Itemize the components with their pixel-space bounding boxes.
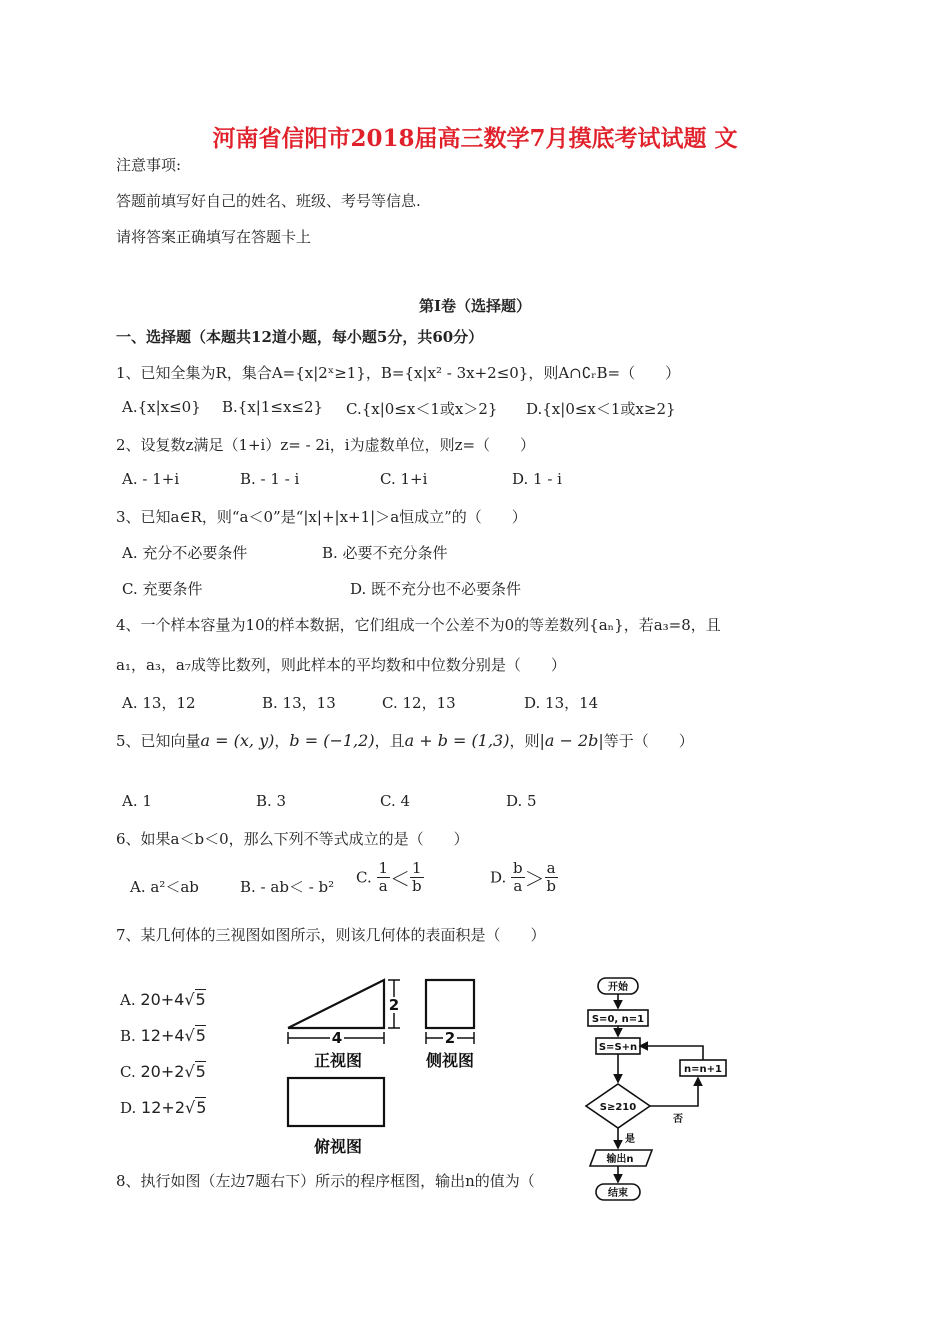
q5-option-a: A. 1 [122, 792, 152, 810]
top-view-shape [288, 1078, 384, 1126]
q7-a-label: A. [120, 991, 136, 1009]
q6-stem: 6、如果a＜b＜0，那么下列不等式成立的是（ ） [116, 830, 469, 848]
q1-option-b: B.{x|1≤x≤2} [222, 398, 324, 416]
q6-c-operator: ＜ [390, 867, 411, 891]
q7-d-prefix: 12+2 [141, 1098, 185, 1117]
condition-text: S≥210 [599, 1102, 637, 1113]
side-view-label: 侧视图 [425, 1051, 475, 1070]
q2-option-b: B. - 1 - i [240, 470, 300, 488]
q5-option-c: C. 4 [380, 792, 411, 810]
denominator: b [412, 877, 422, 895]
flowchart-figure [582, 972, 732, 1210]
q1-stem: 1、已知全集为R，集合A={x|2ˣ≥1}，B={x|x² - 3x+2≤0}，则A∩∁ᵣB=（ ） [116, 364, 681, 382]
denominator: b [546, 877, 556, 895]
q7-option-c [120, 1062, 206, 1081]
q3-option-a: A. 充分不必要条件 [122, 544, 248, 562]
document-title: 河南省信阳市2018届高三数学7月摸底考试试题 文 [212, 125, 738, 152]
q5-text-3: ，则 [509, 732, 540, 750]
update-text: S=S+n [598, 1042, 638, 1053]
q4-option-a: A. 13，12 [122, 694, 196, 712]
start-text: 开始 [608, 982, 628, 993]
q3-stem: 3、已知a∈R，则“a＜0”是“|x|+|x+1|＞a恒成立”的（ ） [116, 508, 527, 526]
q7-d-label: D. [120, 1099, 137, 1117]
q7-b-value: 12+4√5 [140, 1026, 206, 1045]
dim-4-label: 4 [331, 1029, 343, 1047]
q5-stem [116, 730, 694, 751]
q3-option-b: B. 必要不充分条件 [322, 544, 448, 562]
top-view-label: 俯视图 [313, 1137, 363, 1156]
q6-c-frac-1 [377, 860, 391, 895]
q5-vector-b: b = (−1,2) [289, 731, 375, 750]
side-view-shape [426, 980, 474, 1028]
q7-b-label: B. [120, 1027, 136, 1045]
yes-label: 是 [625, 1134, 635, 1145]
denominator: a [513, 877, 523, 895]
numerator: a [546, 859, 556, 877]
dim-2-vertical-label: 2 [388, 996, 400, 1014]
q7-c-prefix: 20+2 [140, 1062, 185, 1081]
denominator: a [378, 877, 388, 895]
section-title: 第I卷（选择题） [418, 297, 532, 315]
dim-2-horizontal-label: 2 [444, 1029, 456, 1047]
q6-d-label: D. [490, 868, 507, 887]
q2-option-d: D. 1 - i [512, 470, 562, 488]
q6-d-operator: ＞ [524, 867, 545, 891]
q5-text-1: 5、已知向量 [116, 732, 201, 750]
increment-text: n=n+1 [684, 1064, 722, 1075]
q4-stem-line-2: a₁，a₃，a₇成等比数列，则此样本的平均数和中位数分别是（ ） [116, 656, 566, 674]
q5-text-2: ，且 [374, 732, 405, 750]
q6-c-label: C. [356, 868, 372, 887]
three-views-figure [280, 972, 490, 1162]
q3-option-c: C. 充要条件 [122, 580, 203, 598]
q5-sep: ， [274, 732, 290, 750]
q1-option-c: C.{x|0≤x＜1或x＞2} [346, 400, 498, 418]
q7-a-value: 20+4√5 [140, 990, 206, 1009]
q7-d-value: 12+2√5 [141, 1098, 207, 1117]
q6-option-d [490, 860, 558, 895]
numerator: 1 [378, 859, 389, 877]
q2-option-c: C. 1+i [380, 470, 428, 488]
end-text: 结束 [608, 1188, 628, 1199]
q8-stem: 8、执行如图（左边7题右下）所示的程序框图，输出n的值为（ [116, 1172, 535, 1190]
q7-c-label: C. [120, 1063, 136, 1081]
q6-option-c [356, 860, 424, 895]
q6-option-a: A. a²＜ab [130, 878, 199, 896]
q5-text-4: 等于（ ） [603, 732, 694, 750]
radicand: 5 [196, 1098, 207, 1117]
numerator: b [513, 859, 523, 877]
part-heading: 一、选择题（本题共12道小题，每小题5分，共60分） [116, 328, 484, 346]
q6-d-frac-2 [545, 860, 558, 895]
init-text: S=0, n=1 [591, 1014, 645, 1025]
q2-stem: 2、设复数z满足（1+i）z= - 2i，i为虚数单位，则z=（ ） [116, 436, 536, 454]
output-text: 输出n [606, 1154, 634, 1165]
q3-option-d: D. 既不充分也不必要条件 [350, 580, 522, 598]
q7-stem: 7、某几何体的三视图如图所示，则该几何体的表面积是（ ） [116, 926, 546, 944]
radicand: 5 [195, 1062, 206, 1081]
q4-option-d: D. 13，14 [524, 694, 599, 712]
q7-option-b [120, 1026, 206, 1045]
q2-option-a: A. - 1+i [122, 470, 180, 488]
no-label: 否 [673, 1114, 683, 1125]
q1-option-a: A.{x|x≤0} [122, 398, 201, 416]
q1-option-d: D.{x|0≤x＜1或x≥2} [526, 400, 676, 418]
q7-c-value: 20+2√5 [140, 1062, 206, 1081]
q7-option-a [120, 990, 206, 1009]
numerator: 1 [412, 859, 422, 877]
q6-d-frac-1 [511, 860, 525, 895]
radicand: 5 [195, 1026, 206, 1045]
notice-heading: 注意事项: [116, 156, 182, 174]
q5-option-b: B. 3 [256, 792, 287, 810]
q4-stem-line-1: 4、一个样本容量为10的样本数据，它们组成一个公差不为0的等差数列{aₙ}，若a₃=8，且 [116, 616, 721, 634]
notice-line-1: 答题前填写好自己的姓名、班级、考号等信息. [116, 192, 421, 210]
q7-b-prefix: 12+4 [140, 1026, 185, 1045]
q5-vector-a: a = (x, y) [200, 731, 275, 750]
radicand: 5 [195, 990, 206, 1009]
front-view-label: 正视图 [313, 1051, 363, 1070]
q6-c-frac-2 [410, 860, 424, 895]
q5-vector-diff: |a − 2b| [539, 731, 604, 750]
q7-option-d [120, 1098, 206, 1117]
notice-line-2: 请将答案正确填写在答题卡上 [116, 228, 312, 246]
q6-option-b: B. - ab＜ - b² [240, 878, 335, 896]
q4-option-b: B. 13，13 [262, 694, 336, 712]
q5-option-d: D. 5 [506, 792, 537, 810]
q5-vector-sum: a + b = (1,3) [404, 731, 510, 750]
q7-a-prefix: 20+4 [140, 990, 185, 1009]
front-view-shape [288, 980, 384, 1028]
q4-option-c: C. 12，13 [382, 694, 456, 712]
